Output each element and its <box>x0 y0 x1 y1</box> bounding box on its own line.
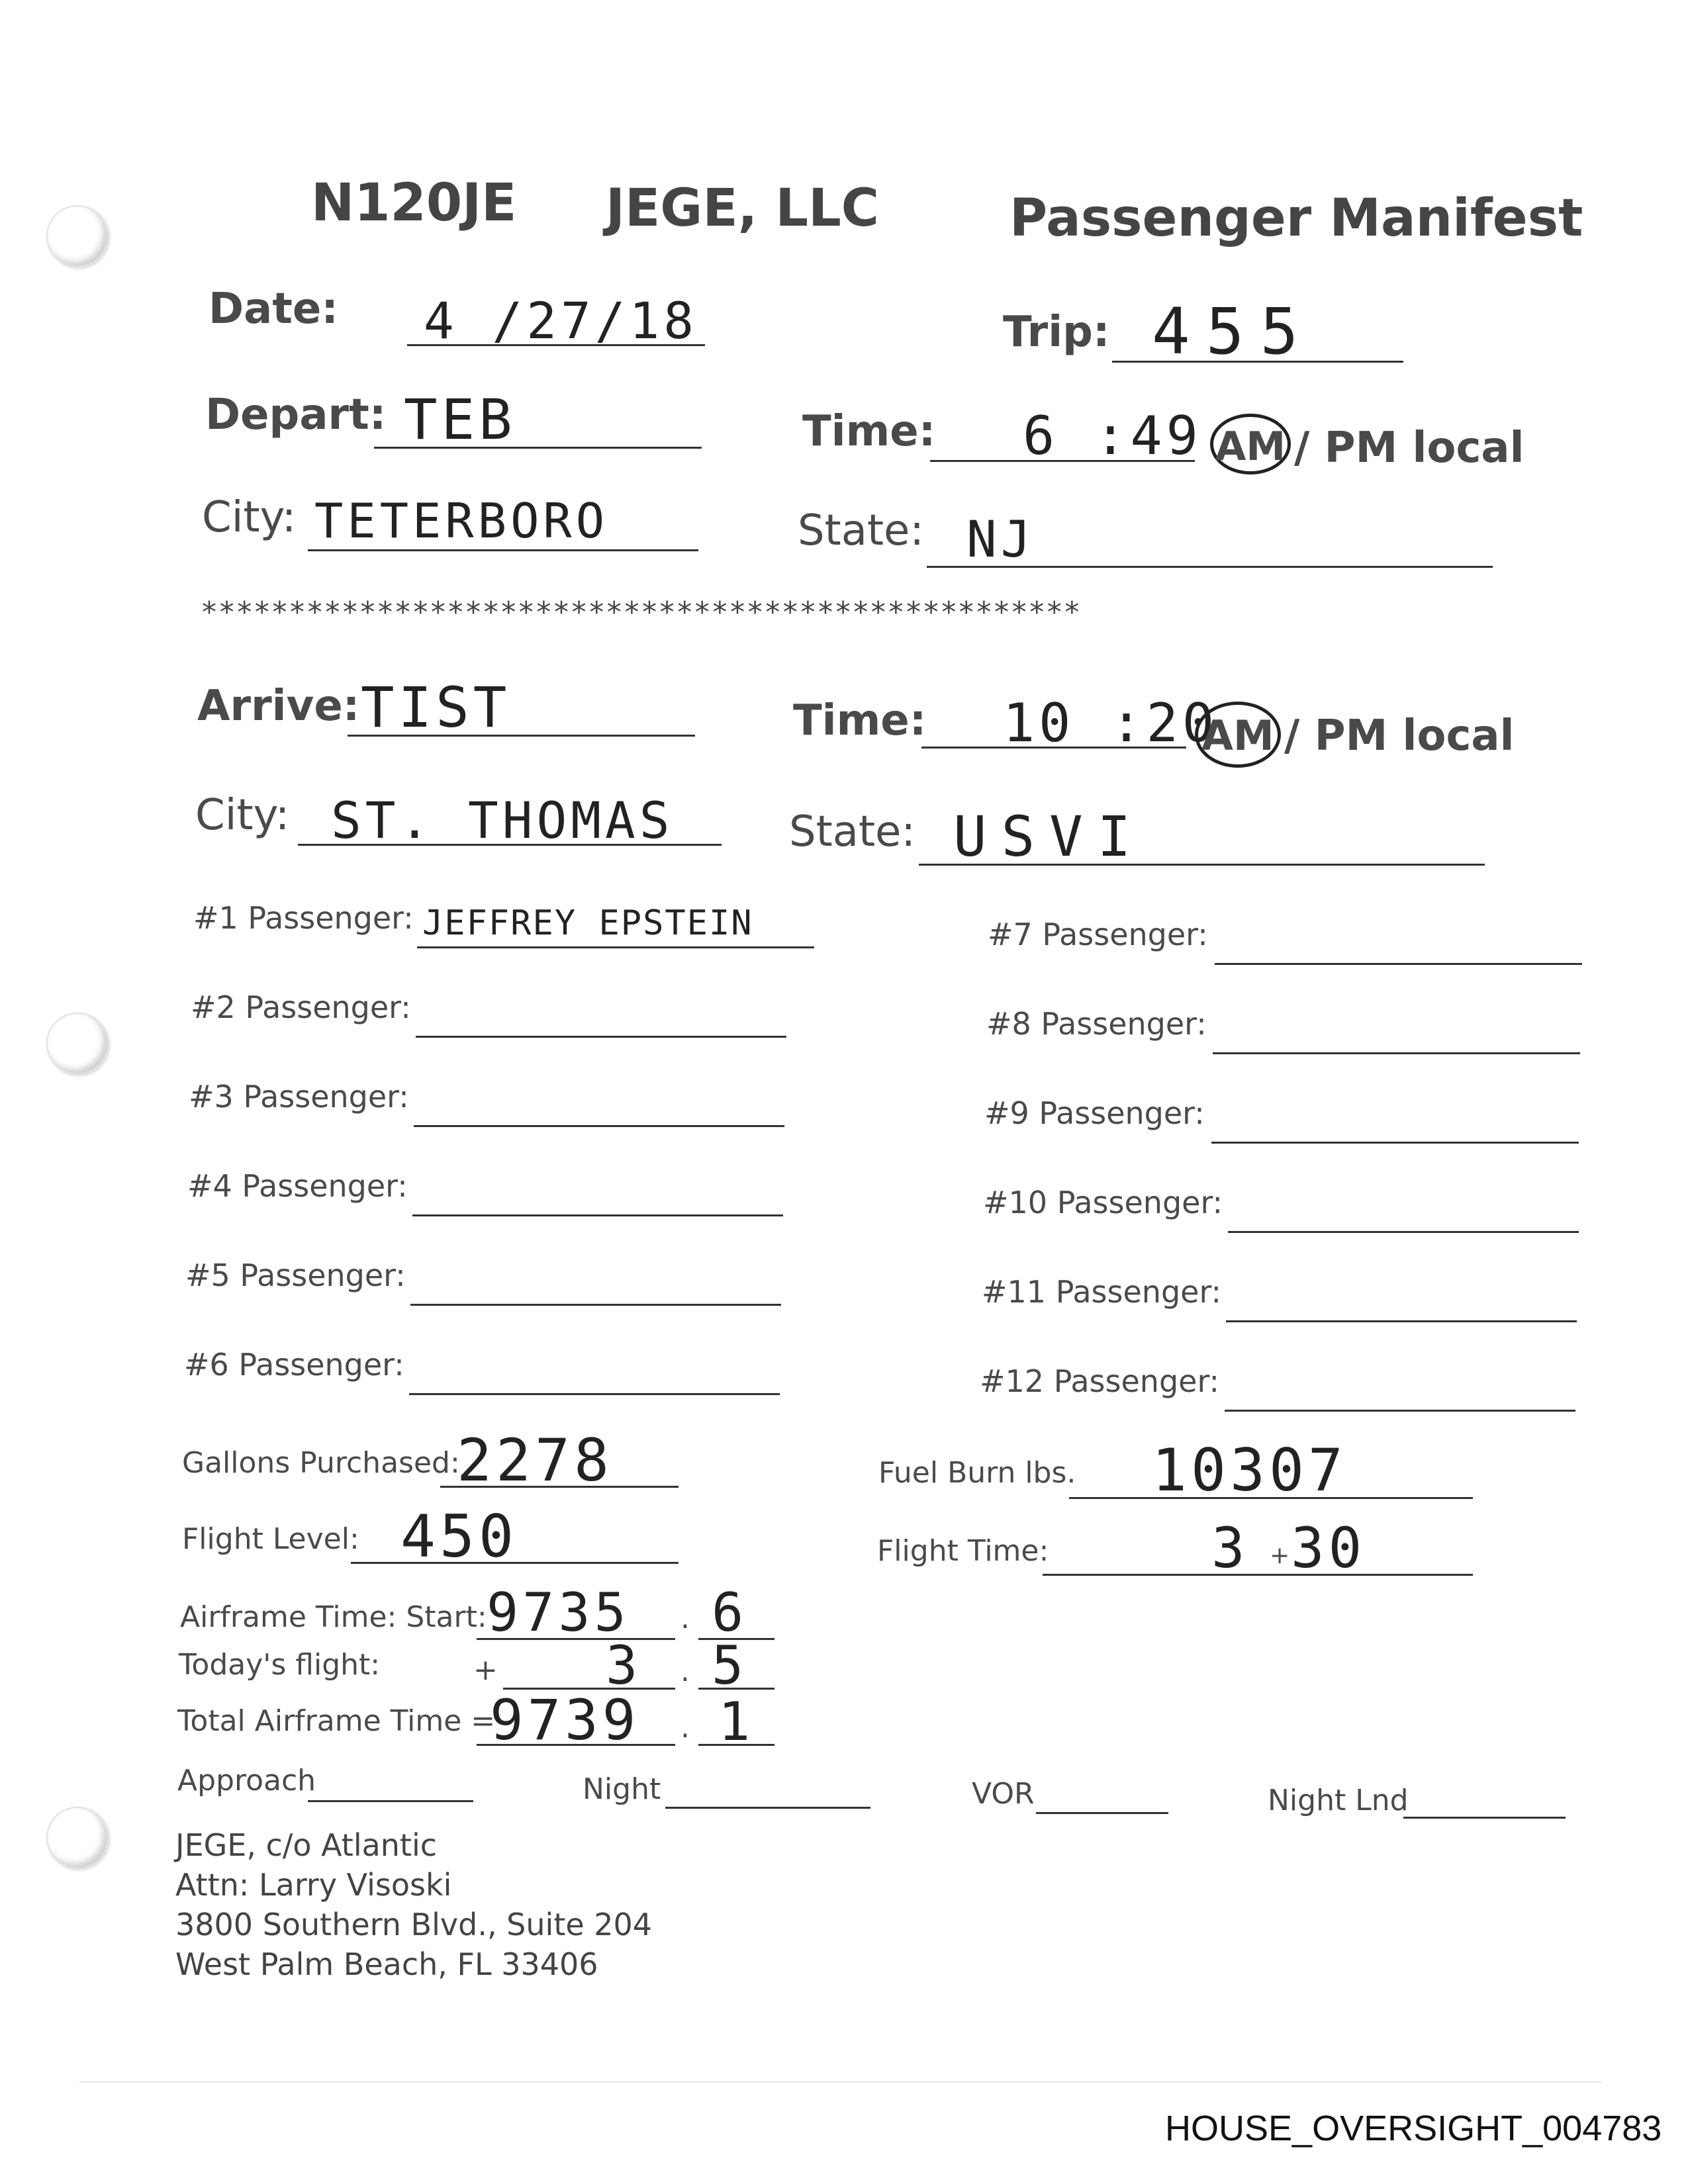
night-lnd-label: Night Lnd <box>1268 1784 1409 1817</box>
depart-value[interactable]: TEB <box>404 387 516 452</box>
punch-hole-bottom <box>46 1807 109 1869</box>
punch-hole-top <box>46 205 109 267</box>
approach-label: Approach <box>177 1764 316 1797</box>
arrive-state-label: State: <box>789 807 915 856</box>
arrive-value[interactable]: TIST <box>361 675 511 740</box>
scan-bottom-edge <box>79 2081 1602 2083</box>
arrive-pm-local: / PM local <box>1284 711 1515 760</box>
arrive-time-label: Time: <box>793 696 927 745</box>
passenger-2-line[interactable] <box>416 1036 786 1038</box>
address-block <box>175 1825 652 1984</box>
address-line-4: West Palm Beach, FL 33406 <box>175 1946 598 1982</box>
depart-state-value[interactable]: NJ <box>966 510 1035 569</box>
flight-time-separator: + <box>1270 1542 1290 1569</box>
address-line-1: JEGE, c/o Atlantic <box>175 1827 438 1863</box>
passenger-1-line <box>417 946 814 948</box>
flight-time-label: Flight Time: <box>877 1534 1049 1568</box>
night-lnd-line[interactable] <box>1403 1817 1566 1819</box>
arrive-state-value[interactable]: USVI <box>953 804 1146 869</box>
passenger-1-label: #1 Passenger: <box>193 900 414 936</box>
flight-time-minutes[interactable]: 30 <box>1291 1516 1366 1580</box>
todays-flight-decimal[interactable]: 5 <box>712 1635 748 1696</box>
passenger-4-label: #4 Passenger: <box>187 1168 408 1204</box>
passenger-4-line[interactable] <box>412 1214 783 1216</box>
flight-time-line <box>1043 1574 1473 1576</box>
airframe-start-decimal[interactable]: 6 <box>712 1582 748 1643</box>
passenger-10-line[interactable] <box>1228 1231 1579 1233</box>
gallons-purchased-value[interactable]: 2278 <box>457 1426 613 1494</box>
passenger-5-line[interactable] <box>410 1304 781 1306</box>
passenger-7-label: #7 Passenger: <box>988 917 1208 952</box>
passenger-6-label: #6 Passenger: <box>184 1347 404 1383</box>
passenger-2-label: #2 Passenger: <box>191 989 411 1025</box>
trip-value[interactable]: 455 <box>1152 295 1315 369</box>
tail-number: N120JE <box>311 173 517 233</box>
airframe-start-label: Airframe Time: Start: <box>180 1600 487 1634</box>
passenger-1-value[interactable]: JEFFREY EPSTEIN <box>422 903 753 943</box>
night-label: Night <box>583 1772 661 1806</box>
passenger-9-label: #9 Passenger: <box>984 1095 1205 1131</box>
passenger-12-label: #12 Passenger: <box>980 1363 1220 1399</box>
depart-city-line <box>308 549 698 551</box>
flight-level-label: Flight Level: <box>182 1522 359 1556</box>
airframe-start-whole[interactable]: 9735 <box>487 1582 630 1643</box>
flight-level-value[interactable]: 450 <box>400 1502 518 1570</box>
depart-pm-local: / PM local <box>1294 424 1524 473</box>
fuel-burn-value[interactable]: 10307 <box>1152 1436 1347 1504</box>
todays-flight-dot: . <box>680 1655 690 1688</box>
vor-label: VOR <box>972 1777 1035 1811</box>
depart-city-label: City: <box>202 493 297 542</box>
airframe-start-dot: . <box>680 1602 690 1635</box>
passenger-3-line[interactable] <box>414 1125 784 1127</box>
total-airframe-whole[interactable]: 9739 <box>490 1688 640 1752</box>
total-airframe-dot: . <box>680 1711 690 1745</box>
vor-line[interactable] <box>1036 1812 1168 1814</box>
bates-number: HOUSE_OVERSIGHT_004783 <box>1165 2109 1662 2148</box>
depart-am: AM <box>1215 424 1286 470</box>
passenger-6-line[interactable] <box>409 1393 780 1395</box>
arrive-time-value[interactable]: 10 :20 <box>1003 692 1218 754</box>
passenger-12-line[interactable] <box>1225 1410 1575 1412</box>
todays-flight-whole[interactable]: 3 <box>606 1635 642 1696</box>
depart-time-value[interactable]: 6 :49 <box>1023 405 1202 467</box>
depart-label: Depart: <box>205 390 387 439</box>
depart-city-value[interactable]: TETERBORO <box>314 493 609 549</box>
passenger-11-label: #11 Passenger: <box>982 1274 1222 1310</box>
depart-time-label: Time: <box>802 407 936 456</box>
arrive-label: Arrive: <box>197 682 360 731</box>
passenger-8-label: #8 Passenger: <box>986 1006 1207 1042</box>
todays-flight-plus: + <box>473 1653 498 1687</box>
passenger-10-label: #10 Passenger: <box>983 1185 1223 1220</box>
company-name: JEGE, LLC <box>606 179 880 238</box>
flight-time-hours[interactable]: 3 <box>1211 1516 1249 1580</box>
address-line-2: Attn: Larry Visoski <box>175 1867 452 1903</box>
arrive-city-label: City: <box>195 791 290 840</box>
address-line-3: 3800 Southern Blvd., Suite 204 <box>175 1907 653 1942</box>
arrive-city-value[interactable]: ST. THOMAS <box>331 791 674 850</box>
approach-line[interactable] <box>308 1800 473 1802</box>
passenger-5-label: #5 Passenger: <box>185 1257 406 1293</box>
arrive-am: AM <box>1201 711 1274 760</box>
form-title: Passenger Manifest <box>1009 189 1583 248</box>
gallons-purchased-label: Gallons Purchased: <box>182 1446 460 1480</box>
passenger-3-label: #3 Passenger: <box>189 1079 409 1115</box>
passenger-8-line[interactable] <box>1213 1052 1580 1054</box>
total-airframe-decimal[interactable]: 1 <box>718 1691 755 1752</box>
passenger-9-line[interactable] <box>1211 1142 1579 1144</box>
separator-asterisks: ************************************************** <box>202 596 1082 629</box>
todays-flight-label: Today's flight: <box>179 1648 381 1682</box>
depart-state-label: State: <box>798 506 924 555</box>
date-label: Date: <box>209 285 338 334</box>
trip-label: Trip: <box>1003 308 1110 357</box>
punch-hole-middle <box>46 1013 109 1075</box>
passenger-11-line[interactable] <box>1226 1320 1577 1322</box>
night-line[interactable] <box>665 1807 870 1809</box>
passenger-7-line[interactable] <box>1215 963 1582 965</box>
fuel-burn-label: Fuel Burn lbs. <box>878 1456 1076 1490</box>
date-value[interactable]: 4 /27/18 <box>424 291 698 350</box>
total-airframe-label: Total Airframe Time = <box>177 1704 496 1738</box>
